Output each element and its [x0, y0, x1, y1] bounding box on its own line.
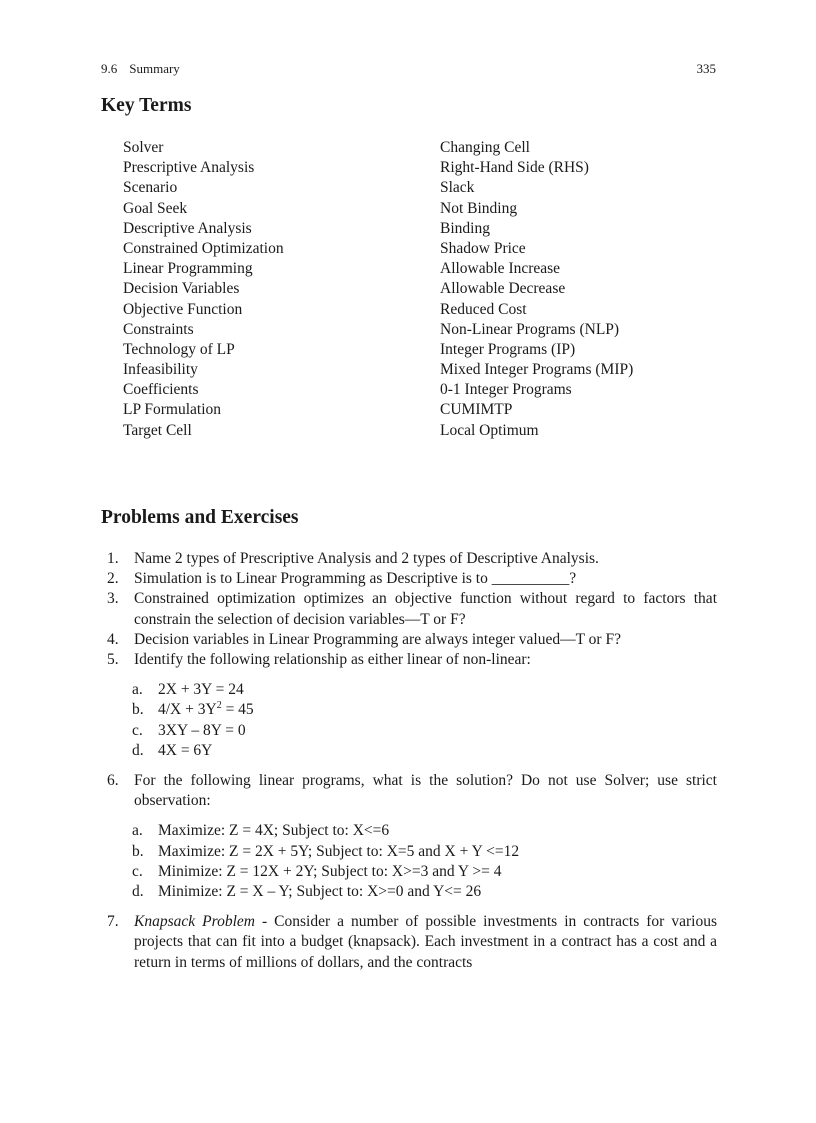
problem-title: Knapsack Problem	[134, 913, 255, 931]
problem-text: Simulation is to Linear Programming as Descriptive is to __________?	[134, 570, 577, 588]
sub-item-letter: d.	[132, 741, 144, 759]
problem-text: For the following linear programs, what is the solution? Do not use Solver; use strict observation:	[134, 772, 717, 810]
key-term: Changing Cell	[440, 139, 530, 156]
sub-item-letter: b.	[132, 842, 144, 860]
problem-text	[134, 912, 717, 973]
problem-number: 5.	[107, 651, 119, 669]
sub-item-d	[132, 882, 717, 902]
problem-text: Name 2 types of Prescriptive Analysis and 2 types of Descriptive Analysis.	[134, 550, 599, 567]
key-term: Allowable Increase	[440, 260, 561, 278]
problem-4	[107, 630, 717, 650]
key-term: CUMIMTP	[440, 401, 513, 419]
problem-3	[107, 589, 717, 629]
key-term: Technology of LP	[123, 340, 235, 358]
key-term: Scenario	[123, 179, 178, 197]
sub-item-letter: a.	[132, 681, 143, 699]
problem-text: Identify the following relationship as either linear of non-linear:	[134, 651, 531, 669]
problem-6	[107, 771, 717, 811]
problem-number: 7.	[107, 913, 119, 931]
section-title: Summary	[129, 61, 180, 76]
problem-text: Constrained optimization optimizes an objective function without regard to factors that constrain the selection of decision variables—T or F?	[134, 590, 717, 628]
sub-item-letter: c.	[132, 721, 143, 739]
key-term: Right-Hand Side (RHS)	[440, 159, 589, 177]
problem-number: 2.	[107, 570, 119, 588]
key-term: Non-Linear Programs (NLP)	[440, 320, 620, 338]
sub-item-text: Minimize: Z = X – Y; Subject to: X>=0 and Y<= 26	[158, 883, 482, 901]
problem-body: - Consider a number of possible investments in contracts for various projects that can fit into a budget (knapsack). Each investment in a contract has a cost and a return in terms of millions of dollars, and the contracts	[134, 913, 717, 971]
key-term: Integer Programs (IP)	[440, 340, 576, 358]
key-term: Binding	[440, 219, 490, 237]
problem-number: 4.	[107, 630, 119, 648]
key-term: Decision Variables	[123, 280, 240, 298]
problem-1	[107, 549, 717, 569]
problem-number: 6.	[107, 772, 119, 790]
key-terms-heading: Key Terms	[101, 95, 192, 116]
section-number: 9.6	[101, 61, 118, 76]
sub-item-text: Minimize: Z = 12X + 2Y; Subject to: X>=3 and Y >= 4	[158, 862, 502, 880]
key-term: Local Optimum	[440, 421, 539, 439]
key-term: Descriptive Analysis	[123, 219, 252, 237]
sub-item-a	[132, 680, 717, 700]
sub-item-b	[132, 842, 717, 862]
sub-item-text: 3XY – 8Y = 0	[158, 721, 246, 739]
key-term: Linear Programming	[123, 260, 253, 278]
key-term: Reduced Cost	[440, 300, 527, 318]
key-term: Slack	[440, 179, 475, 197]
problems-heading: Problems and Exercises	[101, 507, 299, 528]
key-term: Infeasibility	[123, 361, 198, 379]
key-term: Coefficients	[123, 381, 199, 399]
exponent: 2	[216, 700, 222, 712]
key-term: Target Cell	[123, 421, 192, 439]
key-term: Shadow Price	[440, 239, 526, 257]
key-term: Allowable Decrease	[440, 280, 566, 298]
problem-text: Decision variables in Linear Programming are always integer valued—T or F?	[134, 630, 621, 648]
key-term: Constrained Optimization	[123, 239, 284, 257]
sub-item-letter: d.	[132, 883, 144, 901]
section-label	[101, 61, 180, 77]
key-term: Goal Seek	[123, 199, 188, 217]
sub-item-text: Maximize: Z = 2X + 5Y; Subject to: X=5 and X + Y <=12	[158, 842, 520, 860]
key-term: Mixed Integer Programs (MIP)	[440, 361, 634, 379]
equation-part: 4/X + 3Y	[158, 701, 217, 719]
sub-item-text: 2X + 3Y = 24	[158, 681, 244, 699]
key-terms-right-column	[440, 138, 633, 441]
key-term: Prescriptive Analysis	[123, 159, 255, 177]
sub-item-letter: b.	[132, 701, 144, 719]
sub-item-letter: a.	[132, 822, 143, 840]
sub-item-c	[132, 862, 717, 882]
key-term: 0-1 Integer Programs	[440, 381, 572, 399]
page-number: 335	[696, 61, 716, 76]
problem-6-items	[132, 821, 717, 902]
sub-item-c	[132, 721, 717, 741]
running-header	[101, 61, 716, 77]
problem-5	[107, 650, 717, 670]
sub-item-letter: c.	[132, 862, 143, 880]
key-terms-left-column	[123, 138, 284, 441]
problem-number: 1.	[107, 550, 119, 567]
sub-item-a	[132, 821, 717, 841]
problem-2	[107, 569, 717, 589]
sub-item-text	[158, 700, 254, 720]
key-term: LP Formulation	[123, 401, 222, 419]
key-term: Objective Function	[123, 300, 243, 318]
problem-7	[107, 912, 717, 973]
sub-item-d	[132, 741, 717, 761]
sub-item-text: 4X = 6Y	[158, 741, 213, 759]
key-term: Not Binding	[440, 199, 518, 217]
problem-number: 3.	[107, 590, 119, 608]
problems-list	[107, 549, 717, 973]
problem-5-items	[132, 680, 717, 761]
sub-item-text: Maximize: Z = 4X; Subject to: X<=6	[158, 822, 390, 840]
sub-item-b	[132, 700, 717, 720]
key-term: Constraints	[123, 320, 194, 338]
equation-part: = 45	[221, 701, 254, 719]
key-term: Solver	[123, 139, 164, 156]
